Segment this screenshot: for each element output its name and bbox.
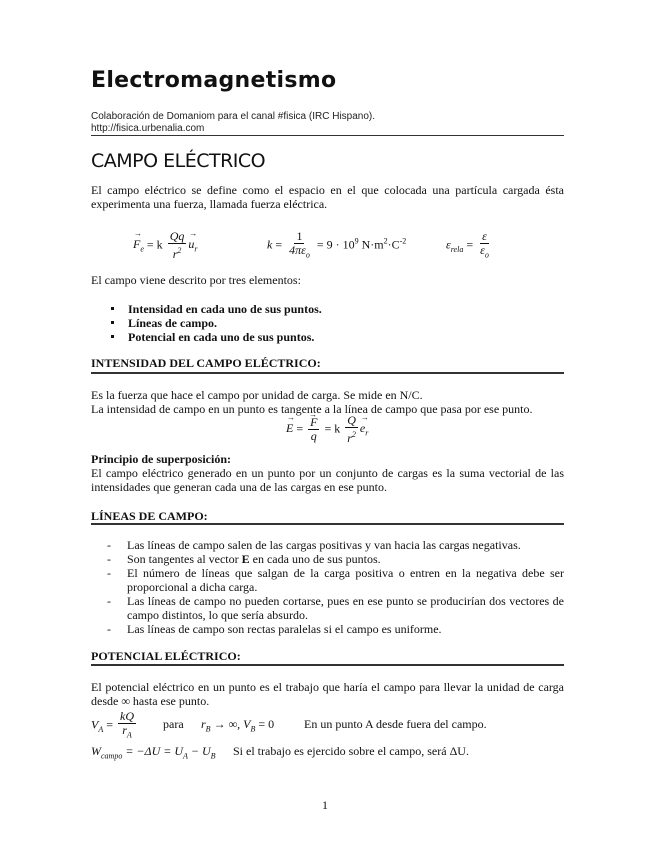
list-item: Intensidad en cada uno de sus puntos. [111, 302, 322, 316]
header-rule [91, 135, 564, 136]
list-item: - Las líneas de campo salen de las cargas positivas y van hacia las cargas negativas. [107, 538, 521, 552]
intensity-line-2: La intensidad de campo en un punto es tangente a la línea de campo que pasa por ese punto. [91, 402, 533, 416]
list-item: - El número de líneas que salgan de la carga positiva o entren en la negativa debe ser proporcional a dicha carga. [107, 566, 564, 594]
superposition-text: El campo eléctrico generado en un punto por un conjunto de cargas es la suma vectorial de las intensidades que generan cada una de las cargas en ese punto. [91, 466, 564, 494]
page-number: 1 [322, 798, 328, 812]
field-lines-list [107, 538, 564, 636]
work-note: Si el trabajo es ejercido sobre el campo, será ΔU. [233, 744, 469, 758]
bullet-icon [111, 307, 114, 310]
list-item: - Las líneas de campo son rectas paralelas si el campo es uniforme. [107, 622, 442, 636]
coulomb-constant-formula: k = $\frac{1}{4\pi\varepsilon_o}$ = $9 \cdot 10^9$ $N\cdot m^2\cdot C^{-2}$ [267, 229, 407, 260]
section-rule [91, 372, 564, 374]
force-formula: → $F_e = k$ $\frac{Qq}{r^2}$ → $u_r$ [133, 230, 197, 261]
document-title: Electromagnetismo [91, 68, 337, 93]
list-item: Potencial en cada uno de sus puntos. [111, 330, 322, 344]
potential-heading: POTENCIAL ELÉCTRICO: [91, 649, 241, 663]
field-lines-heading: LÍNEAS DE CAMPO: [91, 509, 208, 523]
superposition-heading: Principio de superposición: [91, 452, 232, 466]
list-item: - Las líneas de campo no pueden cortarse, pues en ese punto se producirían dos vectores de campo distintos, lo que sería absurdo. [107, 594, 564, 622]
potential-paragraph: El potencial eléctrico en un punto es el trabajo que haría el campo para llevar la unidad de carga desde ∞ hasta ese punto. [91, 680, 564, 708]
section-rule [91, 523, 564, 525]
potential-note: En un punto A desde fuera del campo. [304, 717, 487, 731]
work-formula: $W_{campo} = -\Delta U = U_A - U_B$ [91, 744, 216, 761]
intensity-heading: INTENSIDAD DEL CAMPO ELÉCTRICO: [91, 356, 321, 370]
potential-para-label: para [163, 717, 184, 731]
section-rule [91, 664, 564, 666]
elements-intro: El campo viene descrito por tres elementos: [91, 273, 301, 287]
credits-line: Colaboración de Domaniom para el canal #fisica (IRC Hispano). [91, 111, 376, 122]
bullet-icon [111, 335, 114, 338]
potential-condition: $r_B$ → ∞, $V_B = 0$ [201, 717, 275, 734]
intro-paragraph: El campo eléctrico se define como el espacio en el que colocada una partícula cargada ésta experimenta una fuerza, llamada fuerza eléctrica. [91, 183, 564, 211]
list-item: Líneas de campo. [111, 316, 322, 330]
potential-formula: $V_A$ = $\frac{kQ}{r_A}$ [91, 709, 135, 740]
bullet-icon [111, 321, 114, 324]
intensity-formula: → E = → $\frac{F}{q}$ = k $\frac{Q}{r^2}$ → $e_r$ [286, 414, 368, 445]
relative-permittivity-formula: $\varepsilon_{rela}$ = $\frac{\varepsilon}{\varepsilon_o}$ [446, 229, 489, 260]
section-title: CAMPO ELÉCTRICO [91, 150, 266, 172]
list-item: - Son tangentes al vector E en cada uno de sus puntos. [107, 552, 381, 566]
credits-url: http://fisica.urbenalia.com [91, 123, 205, 134]
intensity-line-1: Es la fuerza que hace el campo por unidad de carga. Se mide en N/C. [91, 388, 423, 402]
credits [91, 111, 375, 135]
elements-list [111, 302, 322, 344]
